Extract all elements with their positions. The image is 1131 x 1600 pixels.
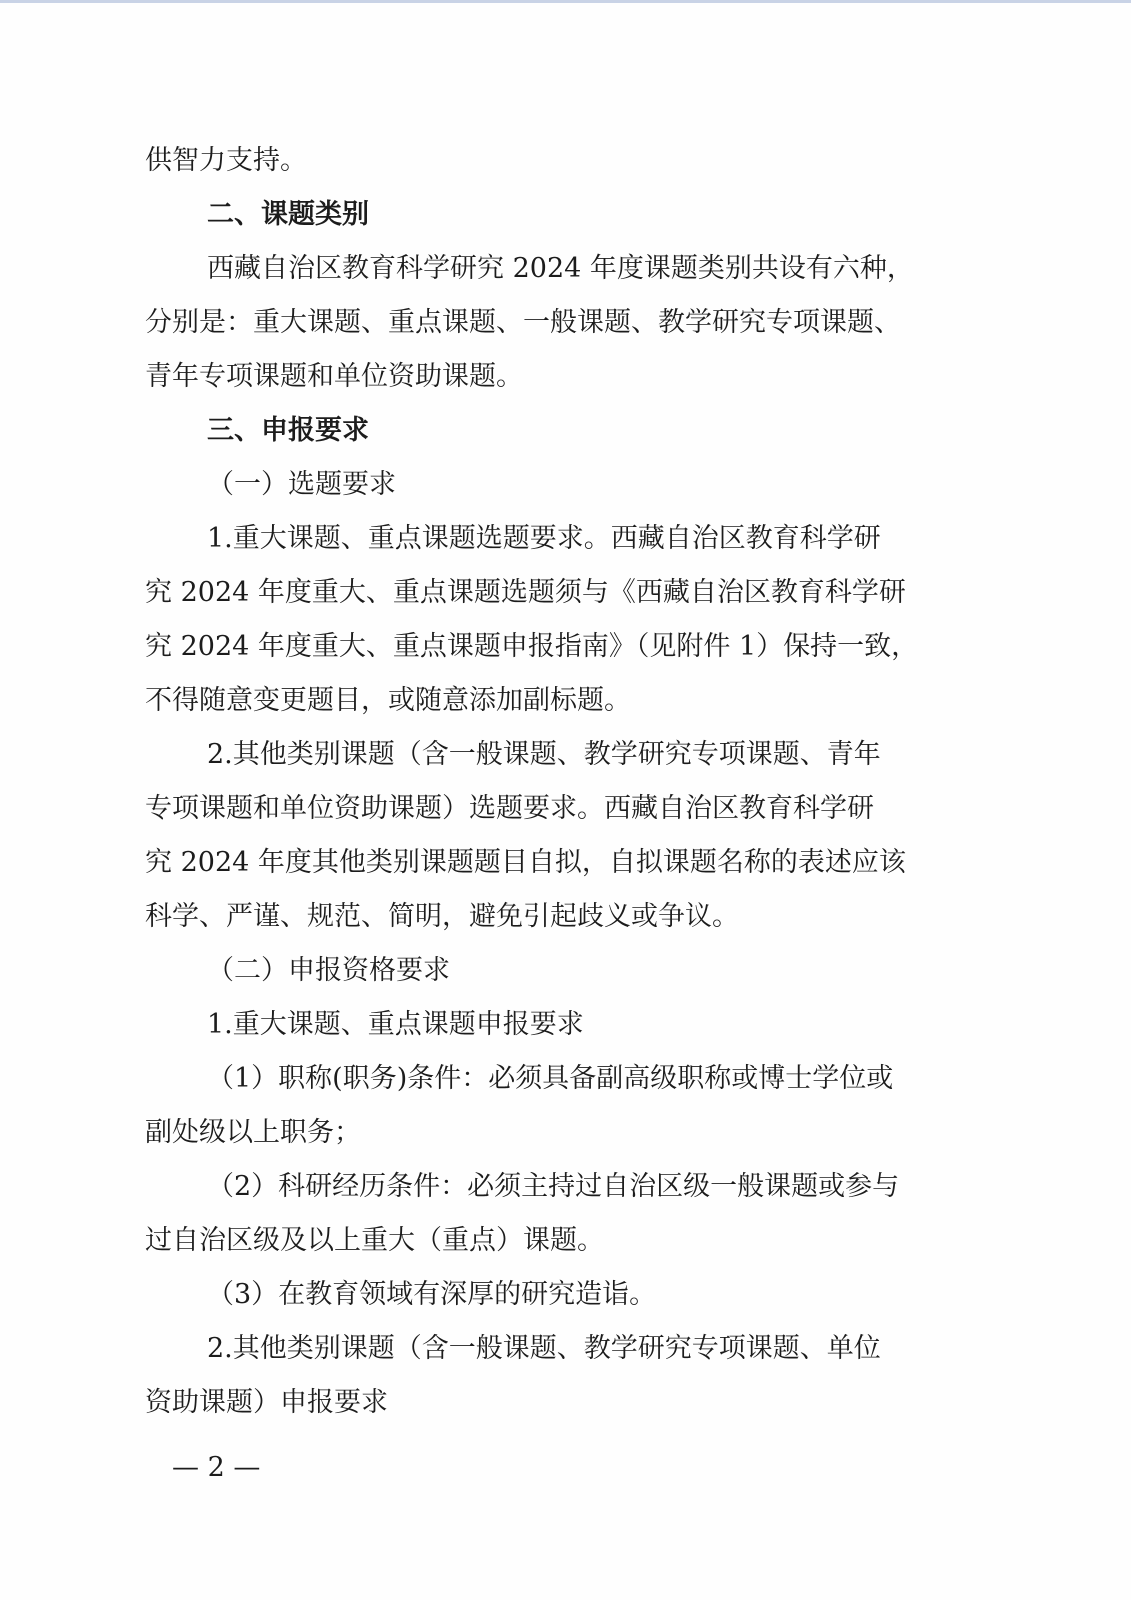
- body-line: 副处级以上职务；: [145, 1117, 361, 1148]
- body-line: 不得随意变更题目，或随意添加副标题。: [145, 685, 631, 716]
- subsection-heading: （二）申报资格要求: [207, 955, 450, 986]
- section-heading: 二、课题类别: [207, 199, 369, 230]
- body-line: 西藏自治区教育科学研究 2024 年度课题类别共设有六种，: [207, 253, 914, 284]
- body-line: 究 2024 年度其他类别课题题目自拟，自拟课题名称的表述应该: [145, 847, 906, 878]
- body-line: （1）职称(职务)条件：必须具备副高级职称或博士学位或: [207, 1063, 894, 1094]
- scan-edge: [0, 0, 1131, 3]
- body-line: 2.其他类别课题（含一般课题、教学研究专项课题、单位: [207, 1333, 881, 1364]
- section-heading: 三、申报要求: [207, 415, 369, 446]
- body-line: 分别是：重大课题、重点课题、一般课题、教学研究专项课题、: [145, 307, 901, 338]
- body-line: 科学、严谨、规范、简明，避免引起歧义或争议。: [145, 901, 739, 932]
- body-line: 1.重大课题、重点课题选题要求。西藏自治区教育科学研: [207, 523, 881, 554]
- body-line: 专项课题和单位资助课题）选题要求。西藏自治区教育科学研: [145, 793, 874, 824]
- body-line: 2.其他类别课题（含一般课题、教学研究专项课题、青年: [207, 739, 881, 770]
- body-line: 究 2024 年度重大、重点课题申报指南》（见附件 1）保持一致，: [145, 631, 919, 662]
- body-line: （2）科研经历条件：必须主持过自治区级一般课题或参与: [207, 1171, 900, 1202]
- subsection-heading: （一）选题要求: [207, 469, 396, 500]
- body-line: 资助课题）申报要求: [145, 1387, 388, 1418]
- body-line: 过自治区级及以上重大（重点）课题。: [145, 1225, 604, 1256]
- body-line: 供智力支持。: [145, 145, 307, 176]
- body-line: （3）在教育领域有深厚的研究造诣。: [207, 1279, 657, 1310]
- body-line: 究 2024 年度重大、重点课题选题须与《西藏自治区教育科学研: [145, 577, 906, 608]
- page-number: — 2 —: [172, 1452, 261, 1483]
- body-line: 1.重大课题、重点课题申报要求: [207, 1009, 584, 1040]
- body-line: 青年专项课题和单位资助课题。: [145, 361, 523, 392]
